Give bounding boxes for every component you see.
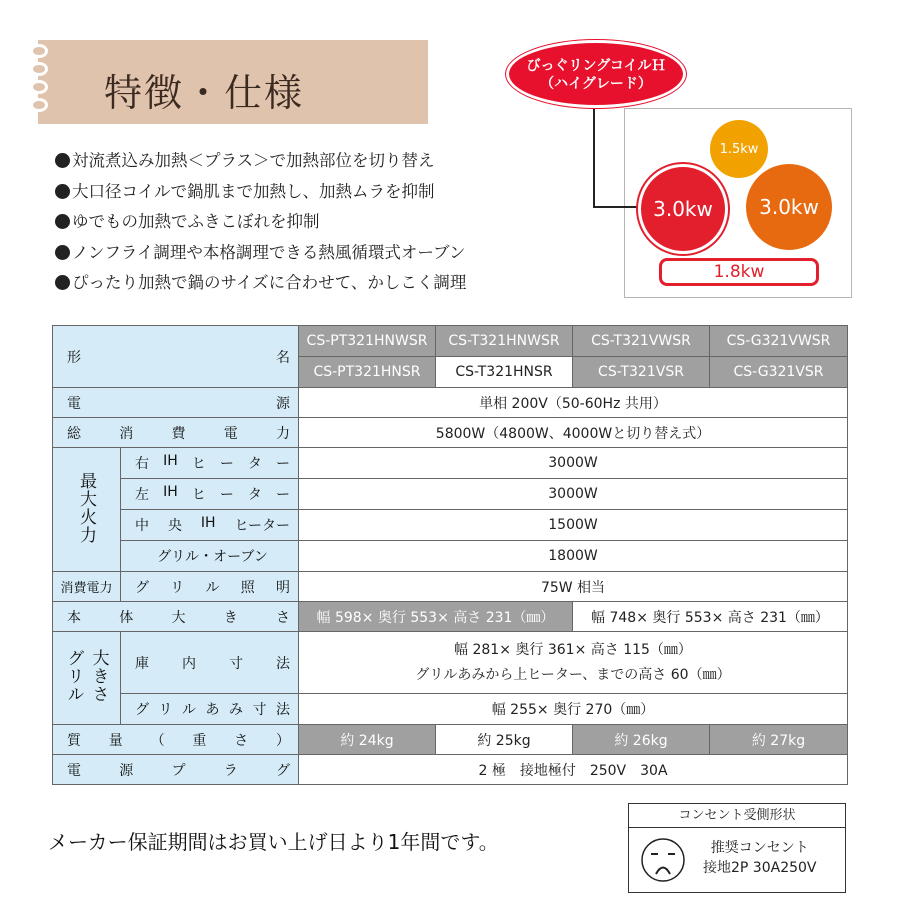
model-cell: CS-T321VSR xyxy=(573,357,710,388)
bullet-icon xyxy=(55,245,70,260)
page-title: 特徴・仕様 xyxy=(104,71,305,115)
model-cell: CS-T321HNWSR xyxy=(436,326,573,357)
total-power-label: 総 消 費 電 力 xyxy=(53,418,299,448)
ring-icon xyxy=(30,98,48,112)
coil-badge: びっぐリングコイルＨ （ハイグレード） xyxy=(506,40,686,108)
outlet-icon xyxy=(639,836,687,884)
weight-cell: 約 27kg xyxy=(710,725,848,755)
model-cell: CS-G321VSR xyxy=(710,357,848,388)
model-cell: CS-T321VWSR xyxy=(573,326,710,357)
model-cell: CS-PT321HNSR xyxy=(299,357,436,388)
power-consumption-label: 消費電力 xyxy=(53,572,121,602)
table-row xyxy=(53,326,848,357)
feature-item: 大口径コイルで鍋肌まで加熱し、加熱ムラを抑制 xyxy=(55,177,525,208)
plug-value: 2 極 接地極付 250V 30A xyxy=(299,755,848,785)
model-cell: CS-PT321HNWSR xyxy=(299,326,436,357)
spec-table xyxy=(52,325,848,785)
feature-list xyxy=(55,146,525,299)
power-supply-label: 電 源 xyxy=(53,388,299,418)
table-row xyxy=(53,541,848,572)
body-size-label: 本 体 大 き さ xyxy=(53,602,299,632)
leader-line xyxy=(593,206,639,208)
power-supply-value: 単相 200V（50-60Hz 共用） xyxy=(299,388,848,418)
outlet-spec: 推奨コンセント 接地2P 30A250V xyxy=(703,840,817,876)
model-label xyxy=(53,326,299,388)
grill-interior-value: 幅 281× 奥行 361× 高さ 115（㎜） グリルあみから上ヒーター、までの高さ 60（㎜） xyxy=(299,632,848,694)
table-row xyxy=(53,725,848,755)
grill-light-label: グ リ ル 照 明 xyxy=(121,572,299,602)
weight-cell: 約 25kg xyxy=(436,725,573,755)
table-row xyxy=(53,510,848,541)
feature-item: ゆでもの加熱でふきこぼれを抑制 xyxy=(55,207,525,238)
bullet-icon xyxy=(55,214,70,229)
center-ih-label: 中 央 IH ヒーター xyxy=(121,510,299,541)
left-ih-value: 3000W xyxy=(299,479,848,510)
grill-interior-label: 庫 内 寸 法 xyxy=(121,632,299,694)
bullet-icon xyxy=(55,153,70,168)
outlet-title: コンセント受側形状 xyxy=(629,804,845,828)
body-size-value-b: 幅 748× 奥行 553× 高さ 231（㎜） xyxy=(573,602,848,632)
body-size-value-a: 幅 598× 奥行 553× 高さ 231（㎜） xyxy=(299,602,573,632)
bullet-icon xyxy=(55,275,70,290)
ring-icon xyxy=(30,62,48,76)
table-row xyxy=(53,448,848,479)
table-row xyxy=(53,755,848,785)
ring-icon xyxy=(30,80,48,94)
grill-oven-value: 1800W xyxy=(299,541,848,572)
table-row xyxy=(53,572,848,602)
max-heat-group-label: 最大火力 xyxy=(53,448,121,572)
table-row xyxy=(53,418,848,448)
table-row xyxy=(53,694,848,725)
right-ih-label: 右 IH ヒ ー タ ー xyxy=(121,448,299,479)
total-power-value: 5800W（4800W、4000Wと切り替え式） xyxy=(299,418,848,448)
grill-indicator: 1.8kw xyxy=(659,258,819,286)
weight-cell: 約 24kg xyxy=(299,725,436,755)
center-burner: 1.5kw xyxy=(710,120,768,178)
label-text: 形 名 xyxy=(67,349,290,366)
model-cell: CS-T321HNSR xyxy=(436,357,573,388)
right-ih-value: 3000W xyxy=(299,448,848,479)
grill-oven-label: グリル・オーブン xyxy=(121,541,299,572)
warranty-note: メーカー保証期間はお買い上げ日より1年間です。 xyxy=(48,830,499,854)
left-burner: 3.0kw xyxy=(638,164,728,254)
center-ih-value: 1500W xyxy=(299,510,848,541)
model-cell: CS-G321VWSR xyxy=(710,326,848,357)
table-row xyxy=(53,479,848,510)
leader-line xyxy=(593,104,595,208)
weight-label: 質 量 （ 重 さ ） xyxy=(53,725,299,755)
table-row xyxy=(53,632,848,694)
right-burner: 3.0kw xyxy=(746,164,832,250)
grill-net-value: 幅 255× 奥行 270（㎜） xyxy=(299,694,848,725)
table-row xyxy=(53,602,848,632)
plug-label: 電 源 プ ラ グ xyxy=(53,755,299,785)
feature-item: ノンフライ調理や本格調理できる熱風循環式オーブン xyxy=(55,238,525,269)
weight-cell: 約 26kg xyxy=(573,725,710,755)
feature-item: 対流煮込み加熱＜プラス＞で加熱部位を切り替え xyxy=(55,146,525,177)
grill-net-label: グ リ ル あ み 寸 法 xyxy=(121,694,299,725)
table-row xyxy=(53,388,848,418)
bullet-icon xyxy=(55,184,70,199)
grill-size-group-label: グリル 大きさ xyxy=(53,632,121,725)
feature-item: ぴったり加熱で鍋のサイズに合わせて、かしこく調理 xyxy=(55,268,525,299)
ring-icon xyxy=(30,44,48,58)
left-ih-label: 左 IH ヒ ー タ ー xyxy=(121,479,299,510)
grill-light-value: 75W 相当 xyxy=(299,572,848,602)
outlet-info-box xyxy=(628,803,846,893)
